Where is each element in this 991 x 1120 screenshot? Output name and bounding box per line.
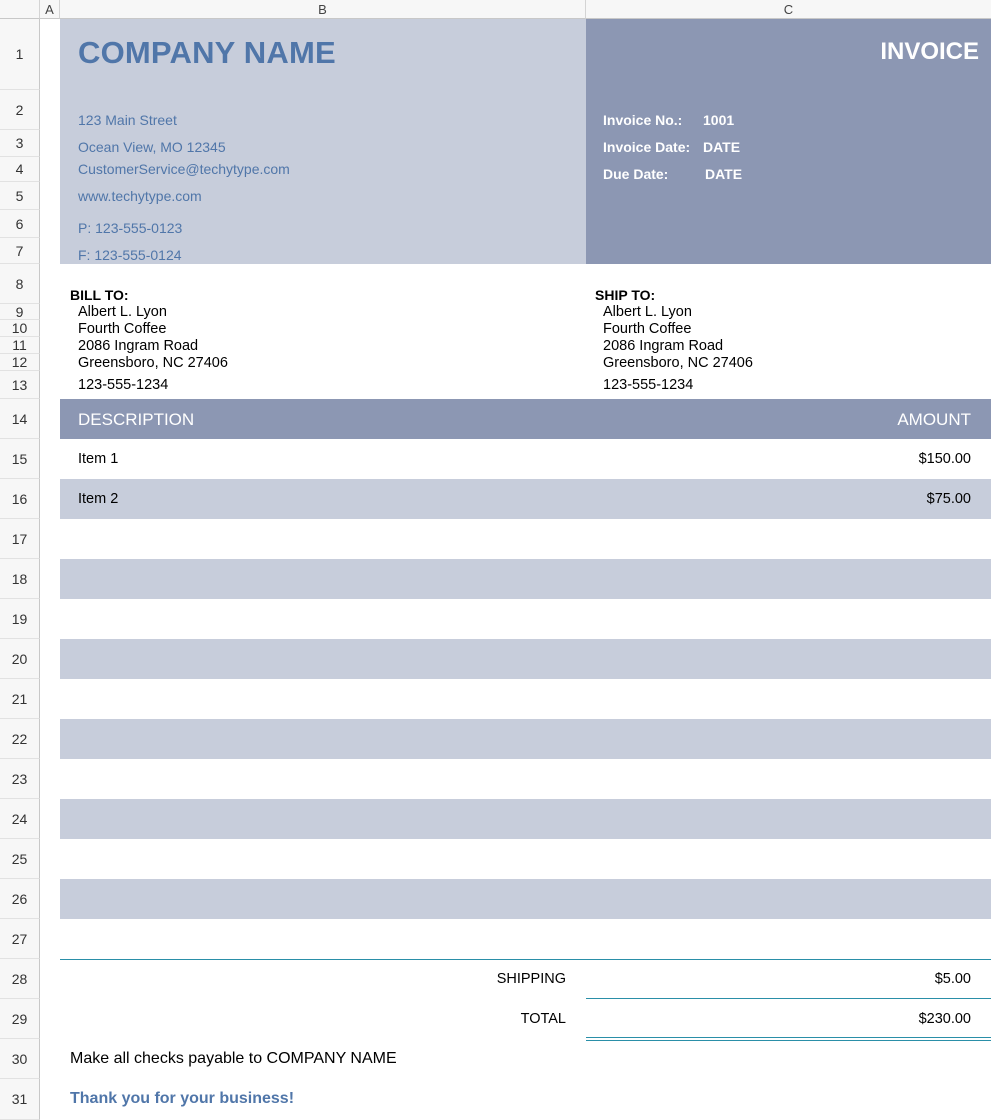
row-header-22[interactable]: 22 — [0, 719, 40, 759]
row-header-29[interactable]: 29 — [0, 999, 40, 1039]
row-header-18[interactable]: 18 — [0, 559, 40, 599]
ship-to-company[interactable]: Fourth Coffee — [603, 321, 692, 337]
item-amount[interactable]: $150.00 — [918, 451, 971, 467]
select-all-corner[interactable] — [0, 0, 40, 19]
bill-to-phone[interactable]: 123-555-1234 — [78, 377, 169, 393]
bill-to-city[interactable]: Greensboro, NC 27406 — [78, 355, 228, 371]
total-double-rule-top — [586, 1037, 991, 1038]
bill-to-name[interactable]: Albert L. Lyon — [78, 304, 167, 320]
row-header-25[interactable]: 25 — [0, 839, 40, 879]
row-header-5[interactable]: 5 — [0, 182, 40, 210]
ship-to-city[interactable]: Greensboro, NC 27406 — [603, 355, 753, 371]
row-header-8[interactable]: 8 — [0, 264, 40, 304]
row-header-16[interactable]: 16 — [0, 479, 40, 519]
table-row[interactable] — [60, 439, 991, 479]
column-header-b[interactable]: B — [60, 0, 586, 19]
row-header-1[interactable]: 1 — [0, 19, 40, 90]
row-header-20[interactable]: 20 — [0, 639, 40, 679]
table-row[interactable] — [60, 919, 991, 959]
table-row[interactable] — [60, 759, 991, 799]
row-header-14[interactable]: 14 — [0, 399, 40, 439]
row-header-4[interactable]: 4 — [0, 157, 40, 182]
row-header-6[interactable]: 6 — [0, 210, 40, 238]
due-date-label[interactable]: Due Date: — [603, 166, 669, 182]
total-double-rule-bottom — [586, 1040, 991, 1041]
row-header-27[interactable]: 27 — [0, 919, 40, 959]
table-row[interactable] — [60, 679, 991, 719]
table-row[interactable] — [60, 799, 991, 839]
bill-to-label[interactable]: BILL TO: — [70, 287, 129, 303]
items-bottom-rule — [60, 959, 991, 960]
company-phone-cell[interactable]: P: 123-555-0123 — [78, 220, 183, 236]
row-header-21[interactable]: 21 — [0, 679, 40, 719]
row-header-3[interactable]: 3 — [0, 130, 40, 157]
row-header-7[interactable]: 7 — [0, 238, 40, 264]
company-website-cell[interactable]: www.techytype.com — [78, 188, 202, 204]
row-header-2[interactable]: 2 — [0, 90, 40, 130]
table-row[interactable] — [60, 559, 991, 599]
due-date-cell[interactable]: DATE — [705, 166, 743, 182]
row-header-13[interactable]: 13 — [0, 371, 40, 399]
invoice-date-cell[interactable]: DATE — [703, 139, 741, 155]
description-column-header[interactable]: DESCRIPTION — [78, 410, 195, 429]
row-header-31[interactable]: 31 — [0, 1079, 40, 1120]
table-row[interactable] — [60, 599, 991, 639]
table-row[interactable] — [60, 519, 991, 559]
table-row[interactable] — [60, 479, 991, 519]
row-header-12[interactable]: 12 — [0, 354, 40, 371]
invoice-date-label[interactable]: Invoice Date: — [603, 139, 691, 155]
ship-to-label[interactable]: SHIP TO: — [595, 287, 656, 303]
company-city-cell[interactable]: Ocean View, MO 12345 — [78, 139, 226, 155]
shipping-label[interactable]: SHIPPING — [496, 971, 566, 987]
thank-you-message[interactable]: Thank you for your business! — [70, 1090, 295, 1107]
row-header-19[interactable]: 19 — [0, 599, 40, 639]
table-row[interactable] — [60, 839, 991, 879]
ship-to-name[interactable]: Albert L. Lyon — [603, 304, 692, 320]
ship-to-street[interactable]: 2086 Ingram Road — [603, 338, 724, 354]
items-table-header — [60, 399, 991, 439]
row-header-26[interactable]: 26 — [0, 879, 40, 919]
company-name-cell[interactable]: COMPANY NAME — [78, 35, 336, 70]
table-row[interactable] — [60, 879, 991, 919]
company-street-cell[interactable]: 123 Main Street — [78, 112, 177, 128]
column-header-c[interactable]: C — [586, 0, 991, 19]
column-header-a[interactable]: A — [40, 0, 60, 19]
invoice-number-label[interactable]: Invoice No.: — [603, 112, 683, 128]
amount-column-header[interactable]: AMOUNT — [897, 410, 971, 429]
company-email-cell[interactable]: CustomerService@techytype.com — [78, 161, 290, 177]
invoice-title-cell[interactable]: INVOICE — [880, 38, 979, 65]
row-header-15[interactable]: 15 — [0, 439, 40, 479]
total-label[interactable]: TOTAL — [520, 1011, 566, 1027]
table-row[interactable] — [60, 719, 991, 759]
company-fax-cell[interactable]: F: 123-555-0124 — [78, 247, 182, 263]
row-header-24[interactable]: 24 — [0, 799, 40, 839]
shipping-amount[interactable]: $5.00 — [934, 971, 971, 987]
table-row[interactable] — [60, 639, 991, 679]
row-header-10[interactable]: 10 — [0, 320, 40, 337]
row-header-17[interactable]: 17 — [0, 519, 40, 559]
row-header-11[interactable]: 11 — [0, 337, 40, 354]
row-header-23[interactable]: 23 — [0, 759, 40, 799]
bill-to-company[interactable]: Fourth Coffee — [78, 321, 167, 337]
row-header-28[interactable]: 28 — [0, 959, 40, 999]
invoice-number-cell[interactable]: 1001 — [703, 112, 735, 128]
row-header-30[interactable]: 30 — [0, 1039, 40, 1079]
shipping-bottom-rule — [586, 998, 991, 999]
item-description[interactable]: Item 1 — [78, 451, 119, 467]
row-header-9[interactable]: 9 — [0, 304, 40, 320]
total-amount[interactable]: $230.00 — [918, 1011, 971, 1027]
payment-note[interactable]: Make all checks payable to COMPANY NAME — [70, 1050, 397, 1067]
ship-to-phone[interactable]: 123-555-1234 — [603, 377, 694, 393]
item-amount[interactable]: $75.00 — [926, 491, 971, 507]
item-description[interactable]: Item 2 — [78, 491, 119, 507]
bill-to-street[interactable]: 2086 Ingram Road — [78, 338, 199, 354]
